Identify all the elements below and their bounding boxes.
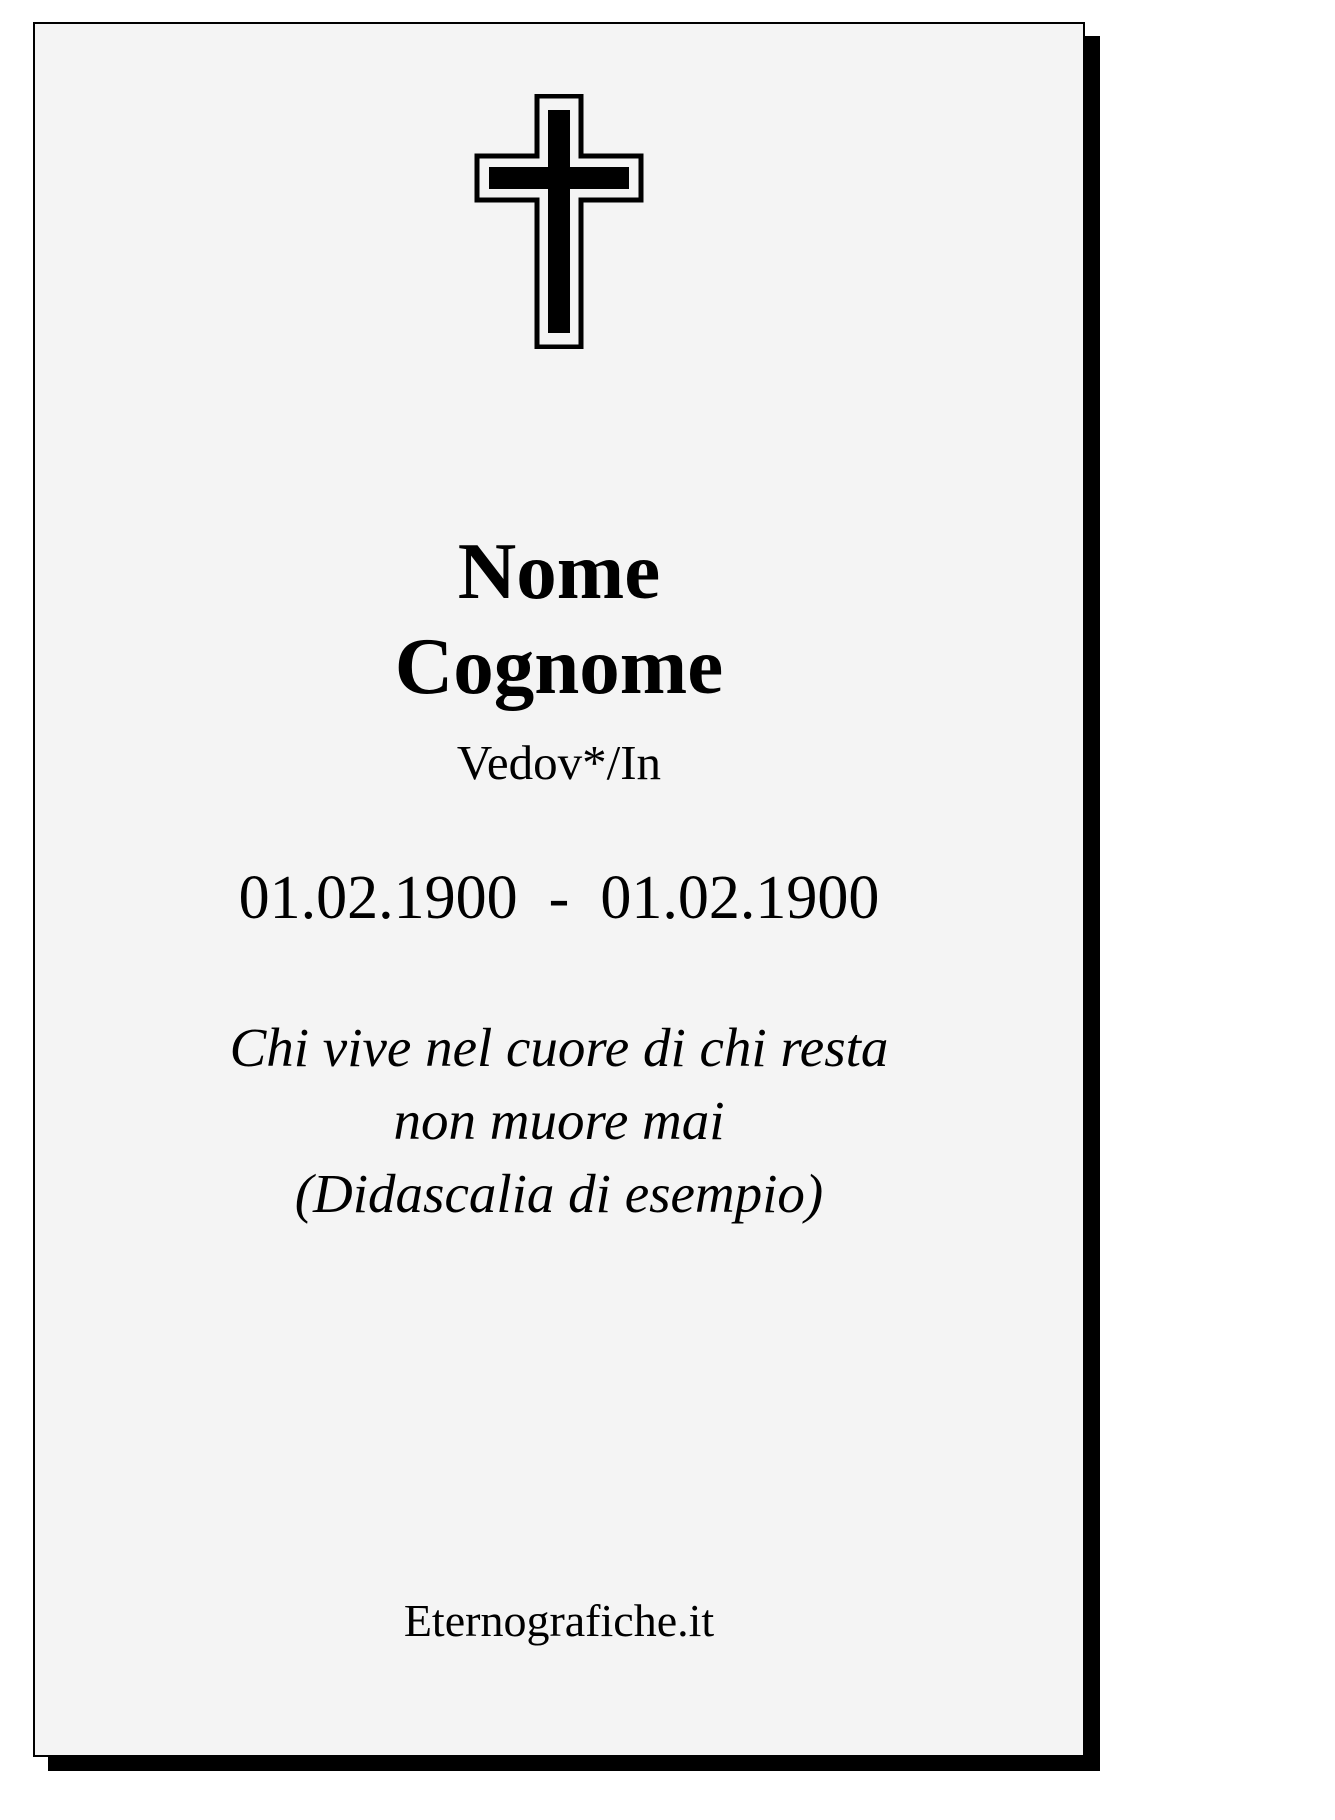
name-block xyxy=(35,524,1083,789)
epitaph-line-1: Chi vive nel cuore di chi resta xyxy=(229,1016,889,1078)
first-name: Nome xyxy=(457,526,661,616)
epitaph-line-3: (Didascalia di esempio) xyxy=(294,1162,824,1224)
life-dates: 01.02.1900 - 01.02.1900 xyxy=(238,864,880,933)
latin-cross-icon xyxy=(474,94,644,349)
epitaph-line-2: non muore mai xyxy=(393,1089,725,1151)
footer-website: Eternografiche.it xyxy=(403,1595,715,1646)
epitaph xyxy=(35,1011,1083,1230)
memorial-card xyxy=(33,22,1085,1757)
last-name: Cognome xyxy=(394,620,724,711)
marital-status: Vedov*/In xyxy=(456,734,662,790)
